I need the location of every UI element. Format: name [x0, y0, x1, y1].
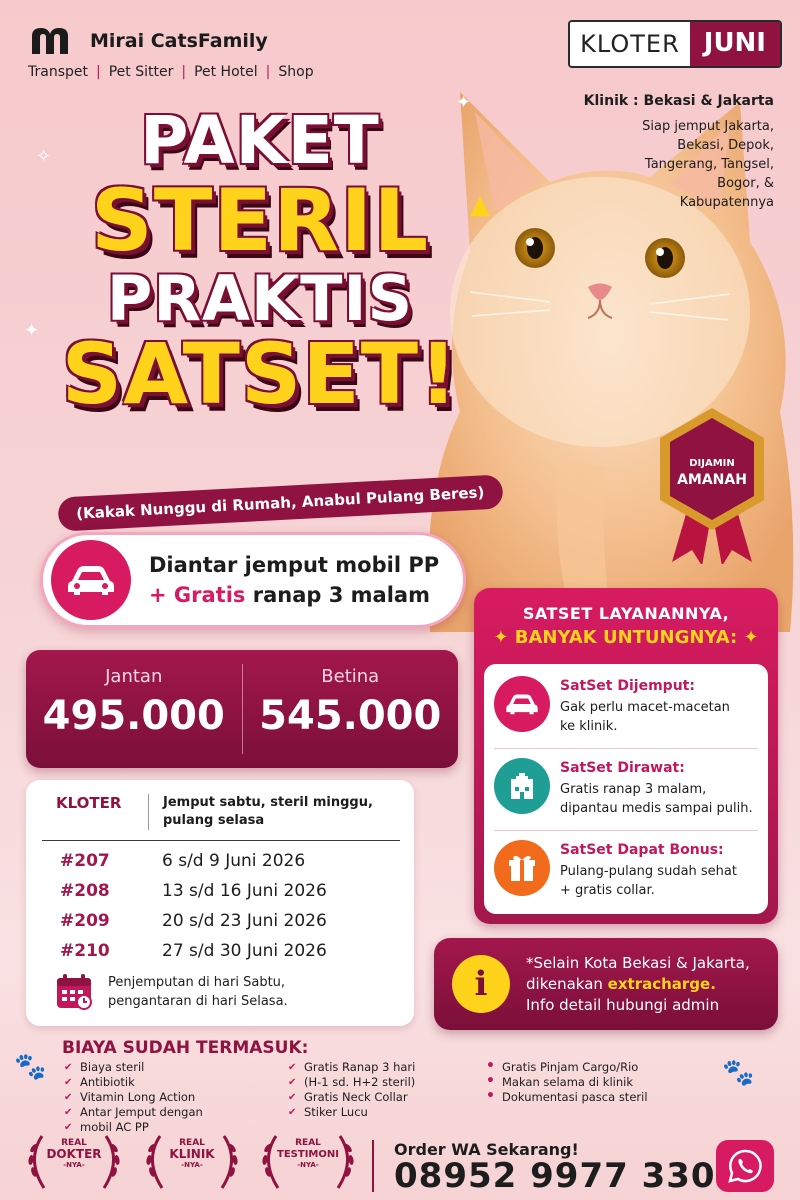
benefit-title: SatSet Dapat Bonus:	[560, 842, 724, 858]
schedule-desc-line-2: pulang selasa	[163, 813, 265, 828]
hospital-icon	[494, 758, 550, 814]
sparkle-icon: ✧	[36, 146, 52, 167]
schedule-col-desc	[148, 794, 373, 830]
price-female-value: 545.000	[259, 693, 442, 739]
extra-highlight: extracharge.	[607, 974, 716, 993]
list-item: ✔ Gratis Ranap 3 hari	[288, 1060, 468, 1075]
kloter-label: KLOTER	[570, 22, 690, 66]
row-date: 27 s/d 30 Juni 2026	[162, 941, 327, 961]
included-list-2	[288, 1060, 468, 1120]
benefit-line: + gratis collar.	[560, 883, 655, 898]
laurel-top: REAL	[295, 1138, 321, 1148]
list-item: ✔ Antibiotik	[64, 1075, 254, 1090]
badge-line-1: DIJAMIN	[689, 458, 735, 469]
clinic-line: Kabupatennya	[679, 195, 774, 210]
kloter-badge	[568, 20, 782, 68]
headline-line-3: PRAKTIS	[106, 262, 414, 335]
laurel-top: REAL	[61, 1138, 87, 1148]
laurel-top: REAL	[179, 1138, 205, 1148]
kloter-month: JUNI	[690, 22, 780, 66]
gift-icon	[494, 840, 550, 896]
service-item: Pet Hotel	[194, 64, 258, 80]
badge-line-2: AMANAH	[677, 472, 747, 488]
schedule-rows	[42, 846, 400, 966]
laurel-icon	[256, 1130, 360, 1192]
price-box	[26, 650, 458, 768]
price-female-label: Betina	[321, 666, 380, 687]
brand-name: Mirai CatsFamily	[90, 30, 268, 52]
paw-icon: 🐾	[14, 1052, 47, 1082]
extra-line-1: *Selain Kota Bekasi & Jakarta,	[526, 953, 750, 972]
list-item: ✔ (H-1 sd. H+2 steril)	[288, 1075, 468, 1090]
delivery-line-2-rest: ranap 3 malam	[252, 583, 430, 607]
schedule-note	[54, 972, 288, 1012]
delivery-plus: + Gratis	[149, 583, 246, 607]
laurel-sub: -NYA-	[297, 1161, 319, 1169]
laurel-badge	[140, 1130, 244, 1192]
benefit-line: Gratis ranap 3 malam,	[560, 782, 707, 797]
price-male	[26, 650, 242, 768]
services-list: Transpet | Pet Sitter | Pet Hotel | Shop	[28, 64, 314, 80]
laurel-icon	[22, 1130, 126, 1192]
clinic-info	[534, 92, 774, 212]
schedule-header	[42, 794, 400, 841]
included-list-3	[486, 1060, 686, 1105]
schedule-note-line-2: pengantaran di hari Selasa.	[108, 994, 288, 1009]
calendar-icon	[54, 972, 94, 1012]
list-item: • Makan selama di klinik	[486, 1075, 686, 1090]
price-male-label: Jantan	[105, 666, 163, 687]
list-item: • Dokumentasi pasca steril	[486, 1090, 686, 1105]
benefits-card	[474, 588, 778, 924]
sparkle-icon: ▲	[470, 190, 490, 220]
laurel-sub: -NYA-	[63, 1161, 85, 1169]
car-icon	[494, 676, 550, 732]
headline	[20, 100, 500, 423]
list-item: ✔ mobil AC PP	[64, 1120, 254, 1135]
row-id: #207	[60, 851, 110, 871]
price-female	[243, 650, 459, 768]
benefit-line: Pulang-pulang sudah sehat	[560, 864, 737, 879]
benefit-title: SatSet Dijemput:	[560, 678, 695, 694]
table-row	[42, 876, 400, 906]
tagline: (Kakak Nunggu di Rumah, Anabul Pulang Beres)	[57, 474, 503, 531]
brand-logo-icon	[28, 26, 80, 56]
included-list-1	[64, 1060, 254, 1135]
row-id: #209	[60, 911, 110, 931]
sparkle-icon: ✦	[456, 92, 472, 113]
extracharge-info	[434, 938, 778, 1030]
benefit-item	[494, 758, 762, 818]
laurel-sub: -NYA-	[181, 1161, 203, 1169]
list-item: ✔ Biaya steril	[64, 1060, 254, 1075]
laurel-main: KLINIK	[169, 1147, 215, 1161]
divider	[372, 1140, 374, 1192]
list-item: ✔ Gratis Neck Collar	[288, 1090, 468, 1105]
whatsapp-button[interactable]	[716, 1140, 774, 1192]
clinic-line: Siap jemput Jakarta,	[642, 119, 774, 134]
benefit-item	[494, 840, 762, 900]
service-item: Pet Sitter	[108, 64, 174, 80]
headline-line-4: SATSET!	[61, 325, 459, 423]
row-date: 13 s/d 16 Juni 2026	[162, 881, 327, 901]
sparkle-icon: ✦	[24, 320, 40, 341]
table-row	[42, 846, 400, 876]
row-id: #210	[60, 941, 110, 961]
schedule-note-line-1: Penjemputan di hari Sabtu,	[108, 975, 286, 990]
guarantee-badge	[652, 404, 772, 564]
divider	[494, 830, 758, 831]
benefits-title: SATSET LAYANANNYA,	[522, 604, 730, 623]
laurel-main: DOKTER	[46, 1147, 102, 1161]
extra-line-2	[526, 974, 750, 995]
schedule-col-kloter: KLOTER	[56, 794, 122, 812]
service-item: Shop	[278, 64, 314, 80]
clinic-line: Tangerang, Tangsel,	[644, 157, 774, 172]
list-item: ✔ Vitamin Long Action	[64, 1090, 254, 1105]
price-male-value: 495.000	[42, 693, 225, 739]
service-item: Transpet	[28, 64, 88, 80]
order-label: Order WA Sekarang!	[394, 1140, 579, 1159]
clinic-line: Bogor, &	[717, 176, 774, 191]
delivery-line-2	[149, 580, 439, 610]
benefit-line: Gak perlu macet-macetan	[560, 700, 730, 715]
benefits-subtitle-text: BANYAK UNTUNGNYA:	[514, 627, 738, 648]
laurel-badge	[22, 1130, 126, 1192]
schedule-desc-line-1: Jemput sabtu, steril minggu,	[163, 795, 373, 810]
order-phone[interactable]: 08952 9977 330	[394, 1156, 716, 1196]
info-icon: i	[452, 955, 510, 1013]
benefit-item	[494, 676, 762, 736]
row-date: 6 s/d 9 Juni 2026	[162, 851, 306, 871]
row-date: 20 s/d 23 Juni 2026	[162, 911, 327, 931]
extra-line-2-pre: dikenakan	[526, 974, 603, 993]
laurel-badge	[256, 1130, 360, 1192]
benefit-line: dipantau medis sampai pulih.	[560, 801, 753, 816]
table-row	[42, 936, 400, 966]
delivery-line-1: Diantar jemput mobil PP	[149, 553, 440, 577]
list-item: • Gratis Pinjam Cargo/Rio	[486, 1060, 686, 1075]
included-title: BIAYA SUDAH TERMASUK:	[62, 1038, 309, 1058]
clinic-title: Klinik : Bekasi & Jakarta	[583, 93, 774, 109]
headline-line-2: STERIL	[90, 171, 430, 271]
benefits-list	[484, 664, 768, 914]
schedule-table	[26, 780, 414, 1026]
extra-line-3: Info detail hubungi admin	[526, 995, 720, 1014]
delivery-banner	[40, 532, 466, 628]
list-item: ✔ Antar Jemput dengan	[64, 1105, 254, 1120]
benefits-subtitle: ✦ BANYAK UNTUNGNYA: ✦	[493, 627, 759, 648]
laurel-main: TESTIMONI	[277, 1149, 339, 1160]
list-item: ✔ Stiker Lucu	[288, 1105, 468, 1120]
table-row	[42, 906, 400, 936]
headline-line-1: PAKET	[140, 102, 380, 179]
clinic-line: Bekasi, Depok,	[677, 138, 774, 153]
car-icon	[51, 540, 131, 620]
brand	[28, 26, 268, 56]
laurel-icon	[140, 1130, 244, 1192]
divider	[494, 748, 758, 749]
row-id: #208	[60, 881, 110, 901]
paw-icon: 🐾	[722, 1058, 755, 1088]
whatsapp-icon	[727, 1148, 763, 1184]
benefit-title: SatSet Dirawat:	[560, 760, 685, 776]
benefit-line: ke klinik.	[560, 719, 618, 734]
